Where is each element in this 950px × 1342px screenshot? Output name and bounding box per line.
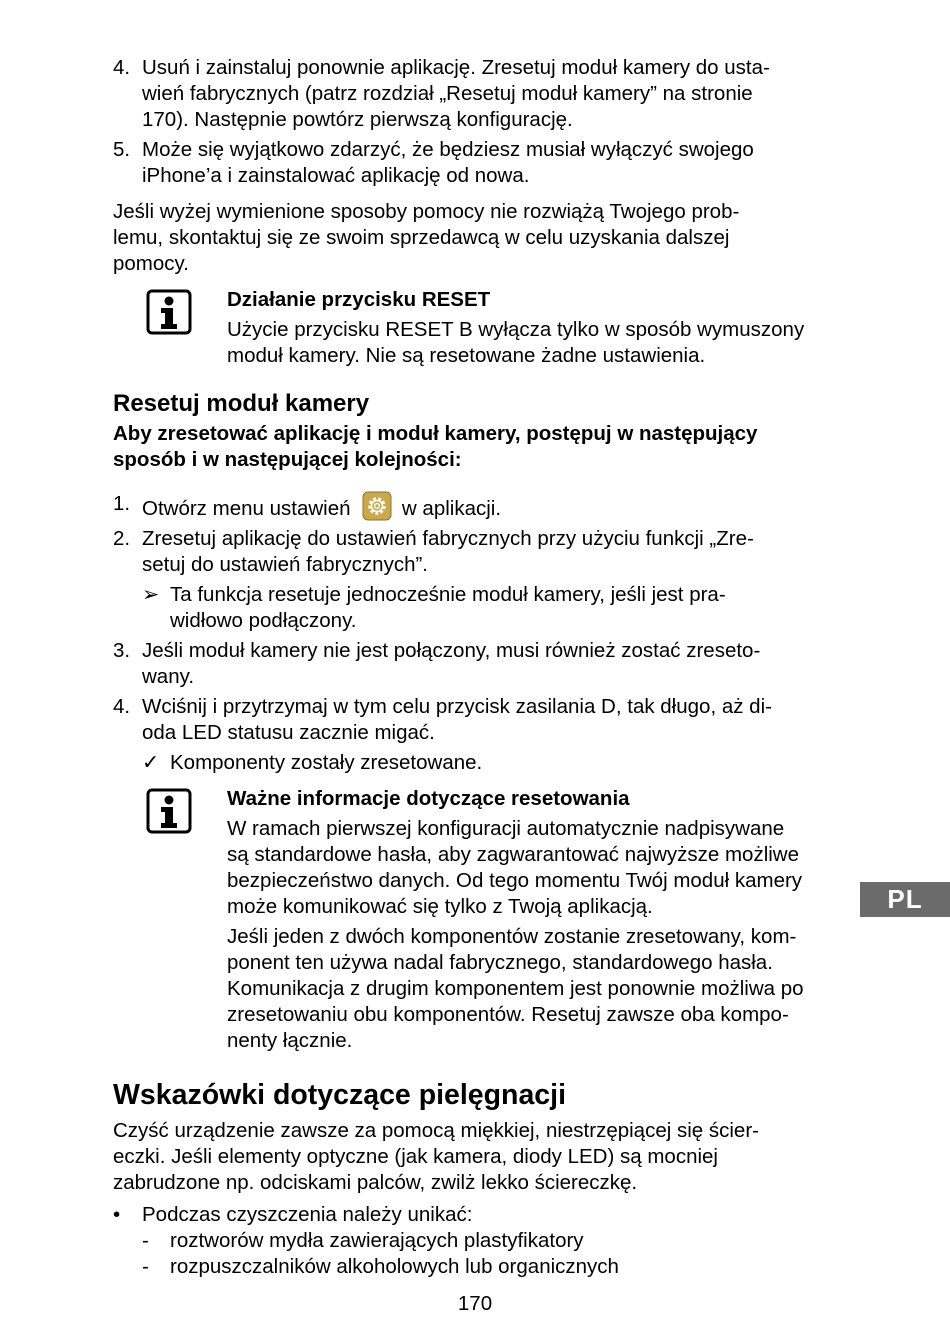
info-title: Ważne informacje dotyczące resetowania: [227, 787, 630, 810]
result-item: [113, 750, 833, 776]
checkmark-icon: ✓: [142, 751, 160, 774]
info-text: Użycie przycisku RESET B wyłącza tylko w sposób wymuszony moduł kamery. Nie są resetowane żadne ustawienia.: [227, 318, 805, 367]
list-text: Wciśnij i przytrzymaj w tym celu przycisk zasilania D, tak długo, aż di- oda LED statusu zacznie migać.: [142, 695, 772, 744]
list-text: Otwórz menu ustawień: [142, 497, 351, 520]
list-text: Jeśli moduł kamery nie jest połączony, musi również zostać zreseto- wany.: [142, 639, 761, 688]
list-text: Zresetuj aplikację do ustawień fabrycznych przy użyciu funkcji „Zre- setuj do ustawień fabrycznych”.: [142, 527, 754, 576]
list-number: 3.: [113, 639, 131, 662]
info-icon: [146, 788, 192, 834]
list-number: 4.: [113, 695, 131, 718]
dash-text: rozpuszczalników alkoholowych lub organicznych: [170, 1255, 619, 1278]
dash-item: [113, 1228, 833, 1254]
care-section: [113, 1078, 833, 1280]
settings-gear-icon: [362, 491, 392, 521]
page-number: 170: [457, 1292, 493, 1315]
care-text: Czyść urządzenie zawsze za pomocą miękkiej, niestrzępiącej się ścier- eczki. Jeśli elementy optyczne (jak kamera, diody LED) są mocniej zabrudzone np. odciskami palców, zwilż lekko ściereczkę.: [113, 1119, 759, 1194]
info-box-reset-important: [227, 786, 867, 1054]
arrow-marker-icon: ➢: [142, 583, 160, 606]
section-heading: Resetuj moduł kamery: [113, 390, 370, 417]
list-text: Może się wyjątkowo zdarzyć, że będziesz musiał wyłączyć swojego iPhone’a i zainstalować aplikację od nowa.: [142, 138, 754, 187]
list-number: 2.: [113, 527, 131, 550]
help-paragraph: Jeśli wyżej wymienione sposoby pomocy nie rozwiążą Twojego prob- lemu, skontaktuj się ze swoim sprzedawcą w celu uzyskania dalszej pomocy.: [113, 200, 740, 275]
list-text: Usuń i zainstaluj ponownie aplikację. Zresetuj moduł kamery do usta- wień fabrycznych (patrz rozdział „Resetuj moduł kamery” na stronie 170). Następnie powtórz pierwszą konfigurację.: [142, 56, 770, 131]
list-text: w aplikacji.: [401, 497, 502, 520]
care-heading: Wskazówki dotyczące pielęgnacji: [113, 1079, 566, 1111]
dash-marker: -: [142, 1229, 149, 1252]
dash-text: roztworów mydła zawierających plastyfikatory: [170, 1229, 584, 1252]
result-text: Ta funkcja resetuje jednocześnie moduł kamery, jeśli jest pra- widłowo podłączony.: [170, 583, 726, 632]
dash-marker: -: [142, 1255, 149, 1278]
info-box-reset-button: [227, 287, 867, 369]
list-number: 5.: [113, 138, 131, 161]
info-text: W ramach pierwszej konfiguracji automatycznie nadpisywane są standardowe hasła, aby zagwarantować najwyższe możliwe bezpieczeństwo danych. Od tego momentu Twój moduł kamery może komunikować się tylko z Twoją aplikacją.: [227, 817, 803, 918]
bullet-icon: •: [113, 1203, 121, 1226]
bullet-text: Podczas czyszczenia należy unikać:: [142, 1203, 473, 1226]
list-item: [113, 491, 833, 522]
top-list: [113, 55, 833, 193]
reset-section: [113, 389, 833, 473]
list-number: 1.: [113, 492, 131, 515]
result-item: [113, 582, 833, 634]
language-tab: PL: [860, 882, 950, 917]
list-item: [113, 526, 833, 578]
section-intro: Aby zresetować aplikację i moduł kamery, postępuj w następujący sposób i w następującej kolejności:: [113, 422, 758, 471]
dash-item: [113, 1254, 833, 1280]
list-item: [113, 137, 833, 189]
info-text: Jeśli jeden z dwóch komponentów zostanie zresetowany, kom- ponent ten używa nadal fabrycznego, standardowego hasła. Komunikacja z drugim komponentem jest ponownie możliwa po zresetowaniu obu komponentów. Resetuj zawsze oba kompo- nenty łącznie.: [227, 925, 804, 1052]
list-number: 4.: [113, 56, 131, 79]
result-text: Komponenty zostały zresetowane.: [170, 751, 483, 774]
info-icon: [146, 289, 192, 335]
info-title: Działanie przycisku RESET: [227, 288, 491, 311]
list-item: [113, 55, 833, 133]
reset-steps: [113, 491, 833, 780]
bullet-item: [113, 1202, 833, 1228]
list-item: [113, 638, 833, 690]
list-item: [113, 694, 833, 746]
